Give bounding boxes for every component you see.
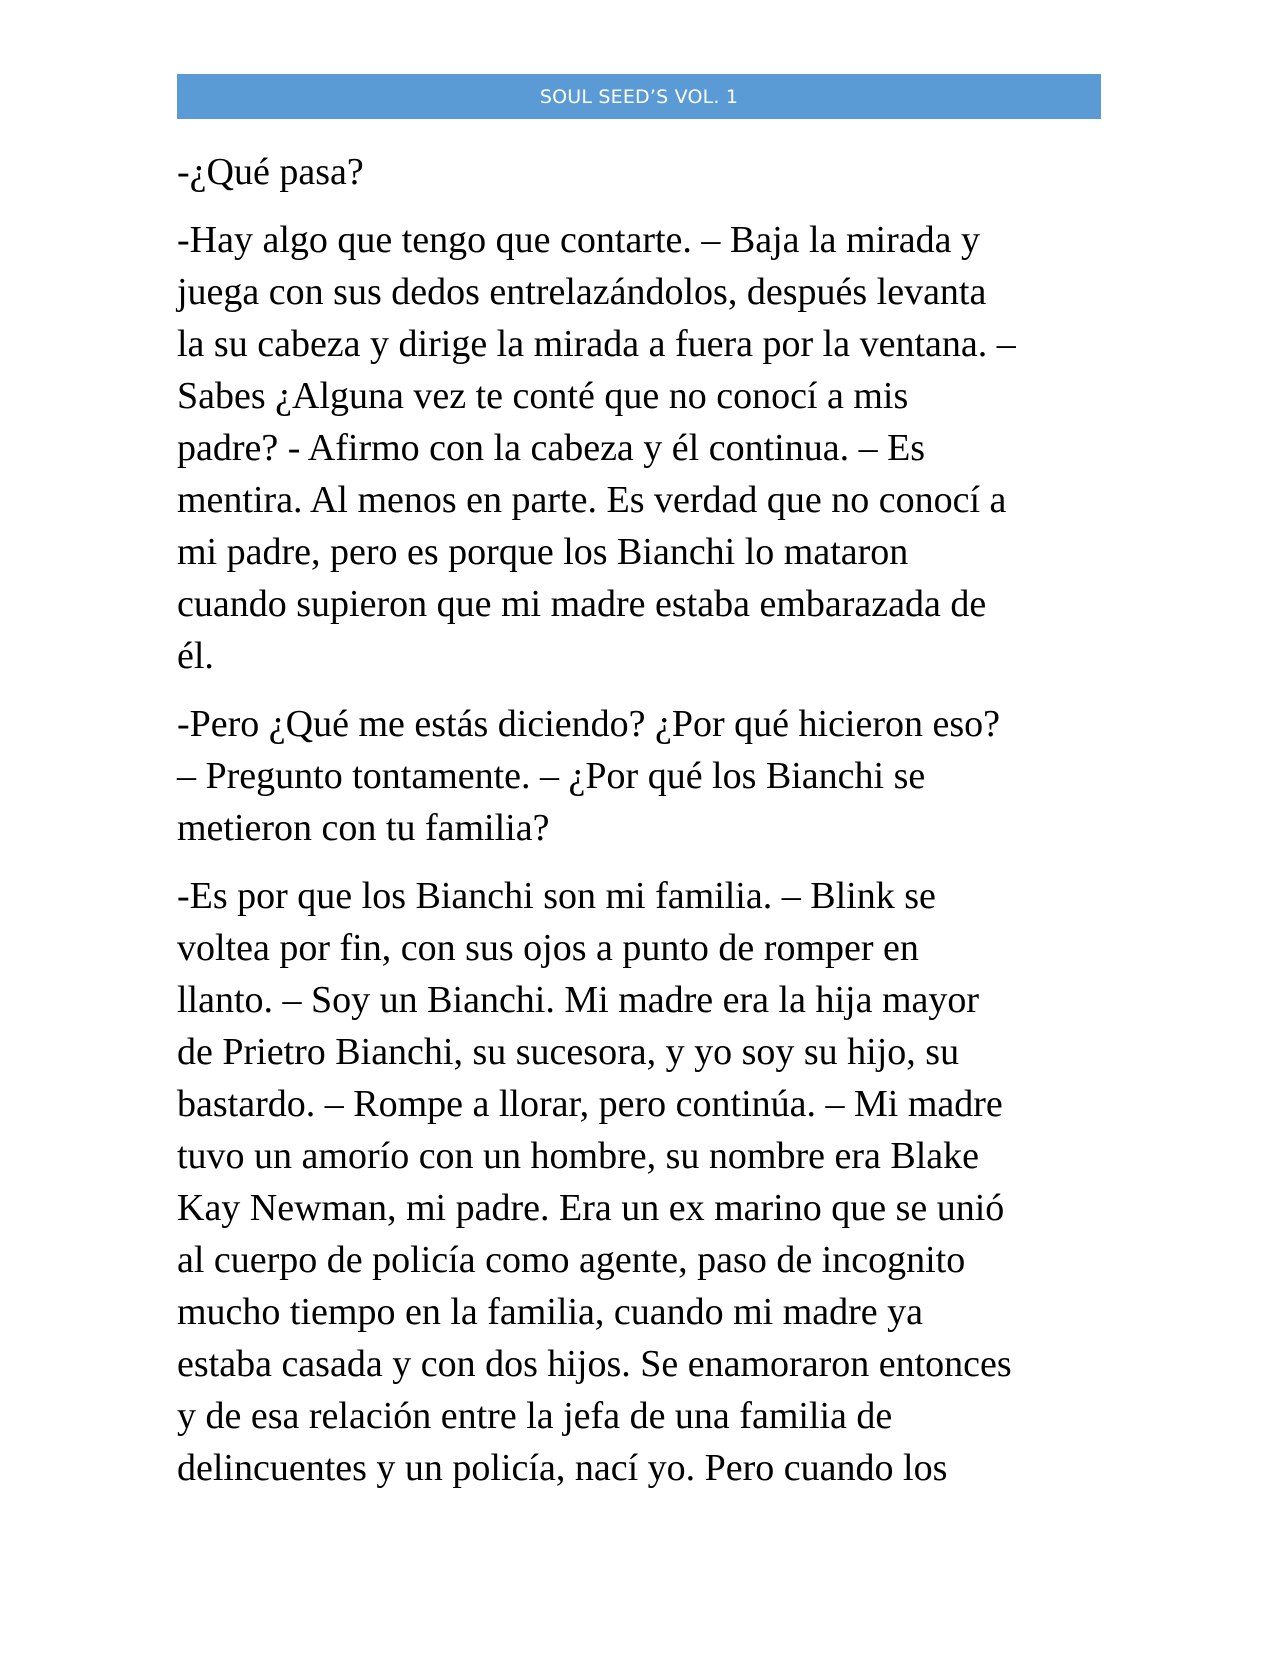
text-line: la su cabeza y dirige la mirada a fuera por la ventana. – (177, 323, 1016, 365)
text-line: mucho tiempo en la familia, cuando mi madre ya (177, 1291, 924, 1333)
text-line: bastardo. – Rompe a llorar, pero continúa. – Mi madre (177, 1083, 1003, 1125)
text-line: mentira. Al menos en parte. Es verdad que no conocí a (177, 479, 1007, 521)
text-line: llanto. – Soy un Bianchi. Mi madre era la hija mayor (177, 979, 980, 1021)
text-line: Kay Newman, mi padre. Era un ex marino que se unió (177, 1187, 1005, 1229)
text-line: -¿Qué pasa? (177, 151, 364, 193)
text-line: metieron con tu familia? (177, 807, 550, 849)
text-line: cuando supieron que mi madre estaba embarazada de (177, 583, 987, 625)
text-line: tuvo un amorío con un hombre, su nombre era Blake (177, 1135, 980, 1177)
text-line: y de esa relación entre la jefa de una familia de (177, 1395, 893, 1437)
paragraph-2 (177, 214, 1107, 682)
paragraph-3 (177, 698, 1107, 854)
text-line: delincuentes y un policía, nací yo. Pero cuando los (177, 1447, 948, 1489)
body-text (177, 146, 1107, 1510)
running-header (177, 74, 1101, 119)
text-line: al cuerpo de policía como agente, paso de incognito (177, 1239, 966, 1281)
text-line: -Es por que los Bianchi son mi familia. – Blink se (177, 875, 936, 917)
text-line: él. (177, 635, 214, 677)
text-line: padre? - Afirmo con la cabeza y él continua. – Es (177, 427, 926, 469)
text-line: voltea por fin, con sus ojos a punto de romper en (177, 927, 919, 969)
paragraph-1 (177, 146, 1107, 198)
text-line: de Prietro Bianchi, su sucesora, y yo soy su hijo, su (177, 1031, 960, 1073)
text-line: estaba casada y con dos hijos. Se enamoraron entonces (177, 1343, 1012, 1385)
text-line: mi padre, pero es porque los Bianchi lo mataron (177, 531, 909, 573)
header-title: SOUL SEED’S VOL. 1 (539, 85, 739, 108)
text-line: -Pero ¿Qué me estás diciendo? ¿Por qué hicieron eso? (177, 703, 1001, 745)
text-line: -Hay algo que tengo que contarte. – Baja la mirada y (177, 219, 980, 261)
text-line: juega con sus dedos entrelazándolos, después levanta (177, 271, 987, 313)
paragraph-4 (177, 870, 1107, 1494)
text-line: Sabes ¿Alguna vez te conté que no conocí a mis (177, 375, 909, 417)
text-line: – Pregunto tontamente. – ¿Por qué los Bianchi se (177, 755, 926, 797)
